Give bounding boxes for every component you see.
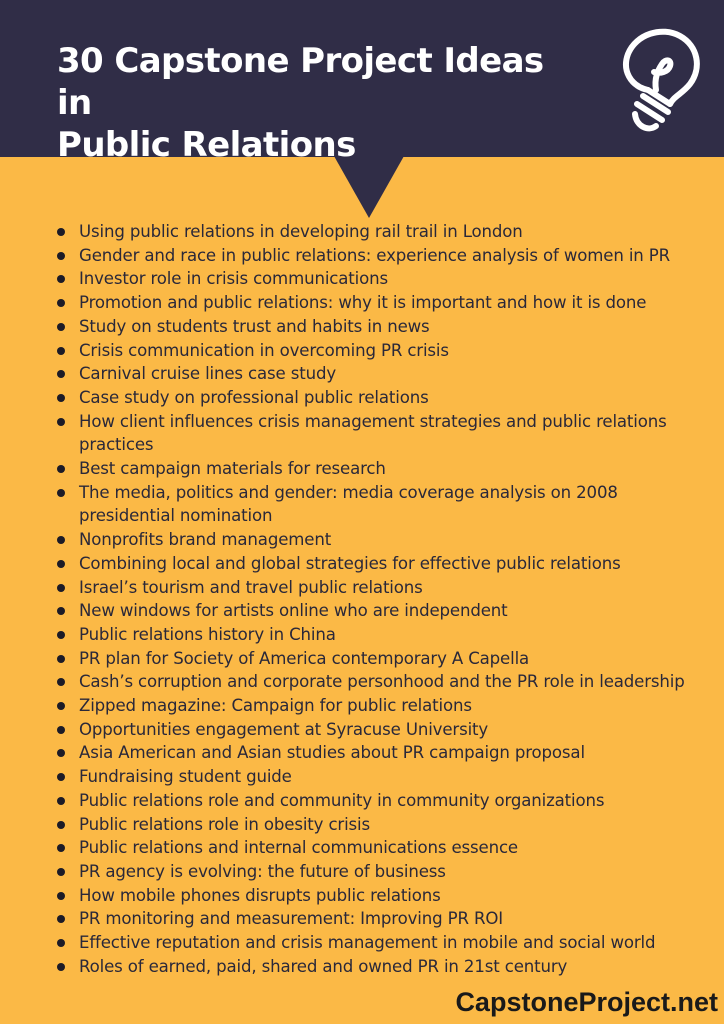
bullet-icon bbox=[57, 631, 65, 639]
list-item bbox=[57, 670, 707, 694]
bullet-icon bbox=[57, 228, 65, 236]
lightbulb-icon bbox=[596, 18, 708, 136]
list-item-text: Roles of earned, paid, shared and owned PR in 21st century bbox=[79, 956, 568, 976]
bullet-icon bbox=[57, 773, 65, 781]
list-item bbox=[57, 291, 707, 315]
bullet-icon bbox=[57, 726, 65, 734]
bullet-icon bbox=[57, 702, 65, 710]
list-item bbox=[57, 576, 707, 600]
list-item-text: The media, politics and gender: media coverage analysis on 2008 presidential nomination bbox=[79, 482, 618, 526]
bullet-icon bbox=[57, 370, 65, 378]
list-item-text: Using public relations in developing rail trail in London bbox=[79, 222, 523, 241]
bullet-icon bbox=[57, 560, 65, 568]
bullet-icon bbox=[57, 844, 65, 852]
list-item-text: Israel’s tourism and travel public relations bbox=[79, 577, 423, 597]
bullet-icon bbox=[57, 821, 65, 829]
list-item bbox=[57, 481, 707, 528]
list-item bbox=[57, 694, 707, 718]
bullet-icon bbox=[57, 939, 65, 947]
list-item bbox=[57, 765, 707, 789]
list-item bbox=[57, 789, 707, 813]
bullet-icon bbox=[57, 655, 65, 663]
list-item-text: Investor role in crisis communications bbox=[79, 269, 388, 289]
list-item bbox=[57, 457, 707, 481]
list-item bbox=[57, 315, 707, 339]
list-item-text: Best campaign materials for research bbox=[79, 459, 386, 479]
list-item bbox=[57, 647, 707, 671]
list-item-text: Public relations and internal communications essence bbox=[79, 838, 518, 858]
site-name: CapstoneProject.net bbox=[455, 987, 718, 1017]
bullet-icon bbox=[57, 892, 65, 900]
list-item bbox=[57, 836, 707, 860]
list-item bbox=[57, 907, 707, 931]
list-item bbox=[57, 552, 707, 576]
title-line-1: 30 Capstone Project Ideas in bbox=[57, 41, 544, 123]
list-item-text: Asia American and Asian studies about PR campaign proposal bbox=[79, 743, 585, 763]
title-line-2: Public Relations bbox=[57, 125, 356, 165]
bullet-icon bbox=[57, 749, 65, 757]
list-item bbox=[57, 599, 707, 623]
list-item-text: Study on students trust and habits in news bbox=[79, 316, 430, 336]
bullet-icon bbox=[57, 252, 65, 260]
list-item-text: Zipped magazine: Campaign for public relations bbox=[79, 696, 472, 716]
list-item bbox=[57, 623, 707, 647]
bullet-icon bbox=[57, 584, 65, 592]
list-item-text: Nonprofits brand management bbox=[79, 530, 332, 550]
bullet-icon bbox=[57, 418, 65, 426]
bullet-icon bbox=[57, 868, 65, 876]
list-item bbox=[57, 528, 707, 552]
bullet-icon bbox=[57, 465, 65, 473]
list-item bbox=[57, 410, 707, 457]
list-item-text: Case study on professional public relations bbox=[79, 387, 429, 407]
list-item-text: Combining local and global strategies for effective public relations bbox=[79, 553, 621, 573]
list-item bbox=[57, 267, 707, 291]
bullet-icon bbox=[57, 394, 65, 402]
list-item-text: How client influences crisis management strategies and public relations practices bbox=[79, 411, 667, 455]
list-item bbox=[57, 741, 707, 765]
bullet-icon bbox=[57, 915, 65, 923]
list-item bbox=[57, 813, 707, 837]
list-item-text: PR plan for Society of America contemporary A Capella bbox=[79, 648, 530, 668]
ideas-list bbox=[57, 220, 707, 979]
list-item-text: Cash’s corruption and corporate personhood and the PR role in leadership bbox=[79, 672, 685, 692]
list-item bbox=[57, 718, 707, 742]
bullet-icon bbox=[57, 963, 65, 971]
list-item-text: New windows for artists online who are independent bbox=[79, 601, 508, 621]
list-item bbox=[57, 860, 707, 884]
bullet-icon bbox=[57, 678, 65, 686]
bullet-icon bbox=[57, 489, 65, 497]
list-item-text: Fundraising student guide bbox=[79, 767, 292, 787]
list-item bbox=[57, 955, 707, 979]
list-item-text: How mobile phones disrupts public relations bbox=[79, 885, 441, 905]
bullet-icon bbox=[57, 347, 65, 355]
list-item bbox=[57, 884, 707, 908]
list-item bbox=[57, 220, 707, 244]
list-item-text: Effective reputation and crisis management in mobile and social world bbox=[79, 933, 656, 953]
list-item-text: Gender and race in public relations: experience analysis of women in PR bbox=[79, 245, 671, 265]
list-item-text: PR monitoring and measurement: Improving PR ROI bbox=[79, 909, 503, 929]
bullet-icon bbox=[57, 536, 65, 544]
bullet-icon bbox=[57, 299, 65, 307]
list-item-text: Public relations history in China bbox=[79, 624, 336, 644]
list-item-text: Opportunities engagement at Syracuse University bbox=[79, 719, 489, 739]
list-item-text: Public relations role in obesity crisis bbox=[79, 814, 370, 834]
list-item bbox=[57, 339, 707, 363]
bullet-icon bbox=[57, 275, 65, 283]
list-item bbox=[57, 931, 707, 955]
bullet-icon bbox=[57, 797, 65, 805]
list-item bbox=[57, 362, 707, 386]
list-item bbox=[57, 244, 707, 268]
list-item-text: Promotion and public relations: why it is important and how it is done bbox=[79, 293, 647, 313]
list-item-text: Carnival cruise lines case study bbox=[79, 364, 336, 384]
list-item-text: PR agency is evolving: the future of business bbox=[79, 861, 446, 881]
page-title bbox=[57, 40, 577, 166]
bullet-icon bbox=[57, 323, 65, 331]
list-item-text: Public relations role and community in community organizations bbox=[79, 790, 605, 810]
list-item-text: Crisis communication in overcoming PR crisis bbox=[79, 340, 449, 360]
list-item bbox=[57, 386, 707, 410]
bullet-icon bbox=[57, 607, 65, 615]
